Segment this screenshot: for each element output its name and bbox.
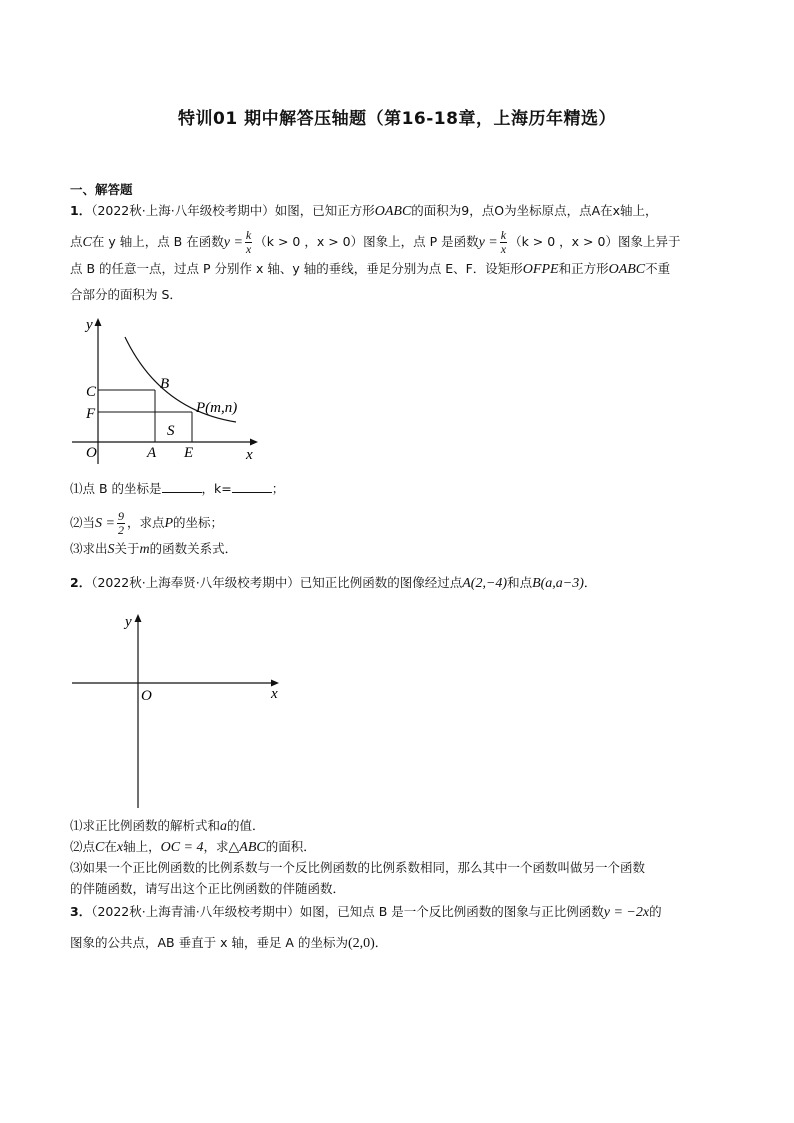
q1-figure: [70, 312, 270, 470]
q1-label-e: E: [184, 445, 194, 461]
q2-number: 2．: [70, 575, 92, 590]
q1-number: 1．: [70, 203, 92, 218]
q3-line-1: 3．（2022秋·上海青浦·八年级校考期中）如图，已知点 B 是一个反比例函数的图象与正比例函数y = −2x的: [70, 904, 662, 920]
q2-figure: [70, 608, 285, 810]
q2-part-3-line-1: ⑶如果一个正比例函数的比例系数与一个反比例函数的比例系数相同，那么其中一个函数叫做另一个函数: [70, 860, 646, 875]
q2-part-1: ⑴求正比例函数的解析式和a的值．: [70, 818, 265, 834]
q2-label-o: O: [141, 688, 152, 704]
q2-part-3-line-2: 的伴随函数，请写出这个正比例函数的伴随函数．: [70, 881, 346, 896]
fraction-k-over-x: $\frac{k}{x}$: [245, 228, 252, 256]
q1-line-3: 点 B 的任意一点，过点 P 分别作 x 轴、y 轴的垂线，垂足分别为点 E、F．设矩形OFPE和正方形OABC不重: [70, 261, 671, 277]
q2-label-y: y: [125, 614, 132, 630]
q1-line-1: 1．（2022秋·上海·八年级校考期中）如图，已知正方形OABC的面积为9，点O为坐标原点，点A在x轴上，: [70, 203, 658, 219]
page-title: 特训01 期中解答压轴题（第16-18章，上海历年精选）: [178, 109, 616, 129]
q1-label-o: O: [86, 445, 97, 461]
q1-label-s: S: [167, 423, 175, 439]
q2-label-x: x: [271, 686, 278, 702]
fraction-k-over-x-2: $\frac{k}{x}$: [500, 228, 507, 256]
q1-label-c: C: [86, 384, 97, 400]
q1-label-b: B: [160, 376, 170, 392]
q3-source: （2022秋·上海青浦·八年级校考期中）: [91, 904, 300, 919]
answer-blank-b[interactable]: [162, 480, 202, 493]
q1-line-4: 合部分的面积为 S．: [70, 287, 182, 302]
q2-source: （2022秋·上海奉贤·八年级校考期中）: [91, 575, 300, 590]
q1-label-p: P(m,n): [196, 400, 238, 416]
q1-label-x: x: [246, 447, 253, 463]
q1-label-y: y: [86, 317, 93, 333]
section-heading: 一、解答题: [70, 182, 133, 197]
q3-line-2: 图象的公共点，AB 垂直于 x 轴，垂足 A 的坐标为(2,0)．: [70, 935, 388, 951]
q1-label-f: F: [86, 406, 96, 422]
fraction-9-over-2: $\frac{9}{2}$: [117, 509, 124, 537]
q2-line-1: 2．（2022秋·上海奉贤·八年级校考期中）已知正比例函数的图像经过点A(2,−4)和点B(a,a−3)．: [70, 575, 597, 591]
q1-part-3: ⑶求出S关于m的函数关系式．: [70, 541, 238, 557]
q2-y-arrow: [135, 614, 142, 622]
q1-part-2: ⑵当S = $\frac{9}{2}$ ，求点P的坐标；: [70, 509, 224, 537]
q1-x-arrow: [250, 439, 258, 446]
q1-source: （2022秋·上海·八年级校考期中）: [91, 203, 275, 218]
q3-number: 3．: [70, 904, 92, 919]
q1-part-1: ⑴点 B 的坐标是 ，k= ；: [70, 481, 285, 496]
answer-blank-k[interactable]: [232, 480, 272, 493]
q1-y-arrow: [95, 318, 102, 326]
q2-part-2: ⑵点C在x轴上，OC = 4，求△ABC的面积．: [70, 839, 316, 855]
q1-label-a: A: [147, 445, 157, 461]
q1-line-2: 点C在 y 轴上，点 B 在函数y = $\frac{k}{x}$ （k > 0 ，x > 0）图象上，点 P 是函数y = $\frac{k}{x}$ （k > 0 ，x > 0）图象上异于: [70, 228, 681, 256]
